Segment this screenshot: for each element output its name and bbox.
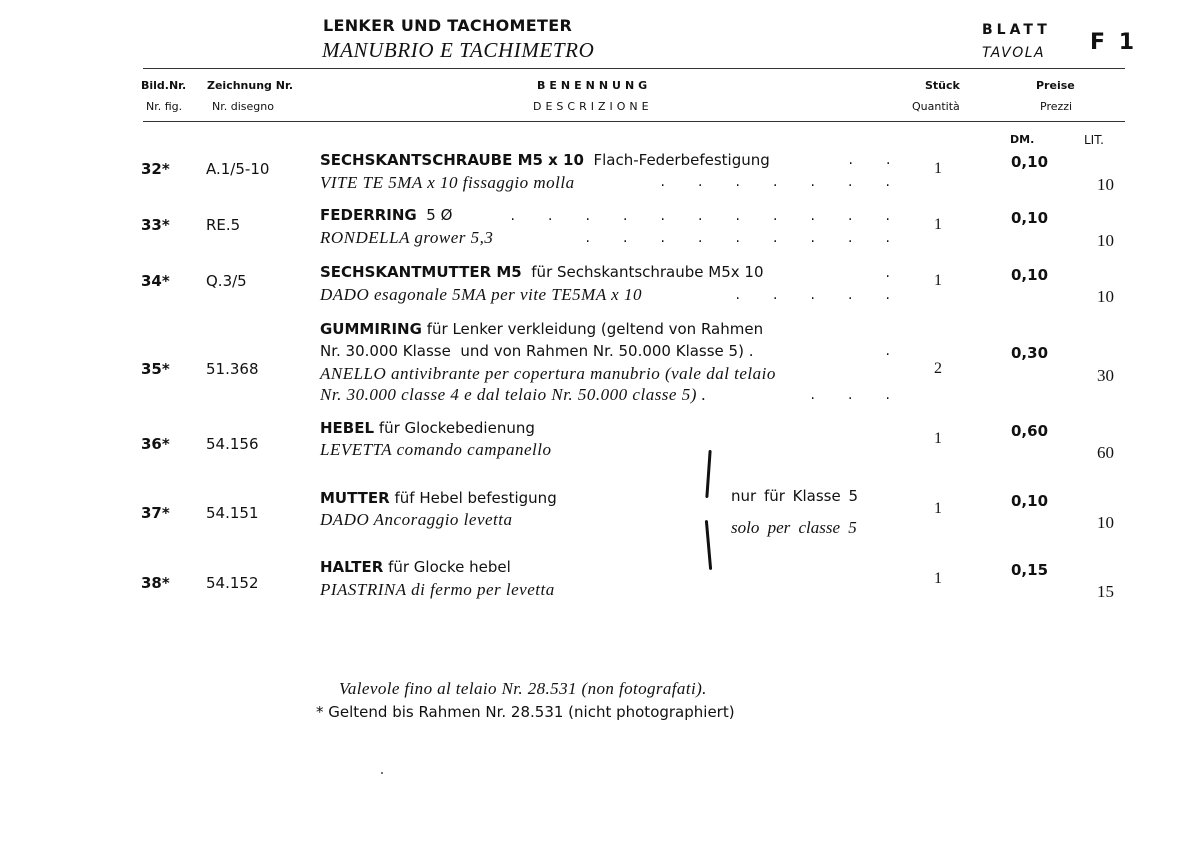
row-desc-de xyxy=(320,489,557,507)
row-desc-it: VITE TE 5MA x 10 fissaggio molla xyxy=(320,173,575,192)
row-qty: 1 xyxy=(934,570,942,587)
row-price-dm: 0,30 xyxy=(1011,344,1049,362)
currency-dm: DM. xyxy=(1010,133,1035,146)
currency-lit: LIT. xyxy=(1084,133,1104,147)
row-desc-de-line2: Nr. 30.000 Klasse und von Rahmen Nr. 50.000 Klasse 5) . xyxy=(320,342,754,360)
row-desc-de-rest: für Glockebedienung xyxy=(378,419,535,437)
row-desc-de-bold: FEDERRING xyxy=(320,206,417,224)
row-price-lit: 10 xyxy=(1097,231,1114,250)
row-desc-de-bold: SECHSKANTMUTTER M5 xyxy=(320,263,522,281)
row-desc-de xyxy=(320,558,511,576)
row-fig-no: 38* xyxy=(141,574,170,592)
row-desc-de xyxy=(320,151,770,169)
header-rule-bottom xyxy=(143,121,1125,122)
row-price-lit: 15 xyxy=(1097,582,1114,601)
col-fig-de: Bild.Nr. xyxy=(141,79,187,92)
page-title-de: LENKER UND TACHOMETER xyxy=(323,16,573,35)
row-desc-de-bold: SECHSKANTSCHRAUBE M5 x 10 xyxy=(320,151,584,169)
group-note-de: nur für Klasse 5 xyxy=(731,487,859,505)
row-desc-de-rest: für Lenker verkleidung (geltend von Rahmen xyxy=(426,320,764,338)
row-desc-de-rest: für Glocke hebel xyxy=(388,558,511,576)
col-fig-it: Nr. fig. xyxy=(146,100,183,113)
row-drawing-no: RE.5 xyxy=(206,216,241,234)
row-desc-it: ANELLO antivibrante per copertura manubrio (vale dal telaio xyxy=(320,364,776,383)
row-drawing-no: 54.152 xyxy=(206,574,259,592)
row-drawing-no: 51.368 xyxy=(206,360,259,378)
row-desc-de-bold: MUTTER xyxy=(320,489,390,507)
row-drawing-no: Q.3/5 xyxy=(206,272,247,290)
row-price-lit: 10 xyxy=(1097,175,1114,194)
row-fig-no: 37* xyxy=(141,504,170,522)
col-drawing-it: Nr. disegno xyxy=(212,100,274,113)
row-desc-it-line2: Nr. 30.000 classe 4 e dal telaio Nr. 50.000 classe 5) . xyxy=(320,385,707,404)
leader-dots: . . xyxy=(848,152,891,168)
col-price-it: Prezzi xyxy=(1040,100,1073,113)
row-desc-de-rest: 5 Ø xyxy=(426,206,453,224)
row-desc-de-rest: füf Hebel befestigung xyxy=(394,489,557,507)
leader-dots: . . . . . . . xyxy=(660,174,890,190)
row-qty: 1 xyxy=(934,272,942,289)
row-desc-de-rest: Flach-Federbefestigung xyxy=(593,151,770,169)
leader-dots: . xyxy=(885,343,890,359)
row-qty: 1 xyxy=(934,216,942,233)
col-desc-it: DESCRIZIONE xyxy=(533,100,653,113)
leader-dots: . . . . . . . . . xyxy=(585,230,890,246)
row-fig-no: 33* xyxy=(141,216,170,234)
row-desc-it: DADO Ancoraggio levetta xyxy=(320,510,513,529)
row-fig-no: 36* xyxy=(141,435,170,453)
row-fig-no: 34* xyxy=(141,272,170,290)
leader-dots: . . . xyxy=(810,387,890,403)
row-price-dm: 0,60 xyxy=(1011,422,1049,440)
page-title-it: MANUBRIO E TACHIMETRO xyxy=(322,38,595,62)
row-desc-de-bold: HALTER xyxy=(320,558,384,576)
brace-bottom xyxy=(705,520,712,570)
col-qty-de: Stück xyxy=(925,79,960,92)
row-price-lit: 60 xyxy=(1097,443,1114,462)
leader-dots: . xyxy=(885,265,890,281)
leader-dots: . . . . . xyxy=(735,287,890,303)
row-desc-de-bold: GUMMIRING xyxy=(320,320,422,338)
row-desc-de xyxy=(320,320,763,338)
header-rule-top xyxy=(143,68,1125,69)
sheet-id: F 1 xyxy=(1090,30,1137,55)
col-price-de: Preise xyxy=(1036,79,1075,92)
row-desc-de xyxy=(320,263,764,281)
row-price-dm: 0,10 xyxy=(1011,492,1049,510)
row-fig-no: 35* xyxy=(141,360,170,378)
group-note-it: solo per classe 5 xyxy=(731,518,857,537)
row-desc-de xyxy=(320,206,452,224)
row-desc-it: RONDELLA grower 5,3 xyxy=(320,228,494,247)
row-drawing-no: 54.151 xyxy=(206,504,259,522)
row-price-dm: 0,15 xyxy=(1011,561,1049,579)
row-drawing-no: 54.156 xyxy=(206,435,259,453)
speck xyxy=(381,772,383,774)
sheet-label-it: TAVOLA xyxy=(982,45,1046,61)
row-price-lit: 30 xyxy=(1097,366,1114,385)
row-qty: 2 xyxy=(934,360,942,377)
footer-note-de: * Geltend bis Rahmen Nr. 28.531 (nicht photographiert) xyxy=(316,703,735,721)
row-qty: 1 xyxy=(934,160,942,177)
row-desc-it: DADO esagonale 5MA per vite TE5MA x 10 xyxy=(320,285,642,304)
row-desc-de-rest: für Sechskantschraube M5x 10 xyxy=(531,263,764,281)
row-desc-de xyxy=(320,419,535,437)
row-price-dm: 0,10 xyxy=(1011,153,1049,171)
row-price-lit: 10 xyxy=(1097,287,1114,306)
leader-dots: . . . . . . . . . . . xyxy=(510,208,890,224)
row-desc-it: PIASTRINA di fermo per levetta xyxy=(320,580,555,599)
col-qty-it: Quantità xyxy=(912,100,960,113)
row-drawing-no: A.1/5-10 xyxy=(206,160,270,178)
footer-note-it: Valevole fino al telaio Nr. 28.531 (non fotografati). xyxy=(339,679,707,698)
row-price-dm: 0,10 xyxy=(1011,209,1049,227)
row-price-dm: 0,10 xyxy=(1011,266,1049,284)
row-qty: 1 xyxy=(934,500,942,517)
row-desc-it: LEVETTA comando campanello xyxy=(320,440,552,459)
row-desc-de-bold: HEBEL xyxy=(320,419,375,437)
row-fig-no: 32* xyxy=(141,160,170,178)
row-qty: 1 xyxy=(934,430,942,447)
col-drawing-de: Zeichnung Nr. xyxy=(207,79,293,92)
sheet-label-de: BLATT xyxy=(982,22,1051,38)
col-desc-de: BENENNUNG xyxy=(537,79,652,92)
brace-top xyxy=(705,450,711,498)
row-price-lit: 10 xyxy=(1097,513,1114,532)
